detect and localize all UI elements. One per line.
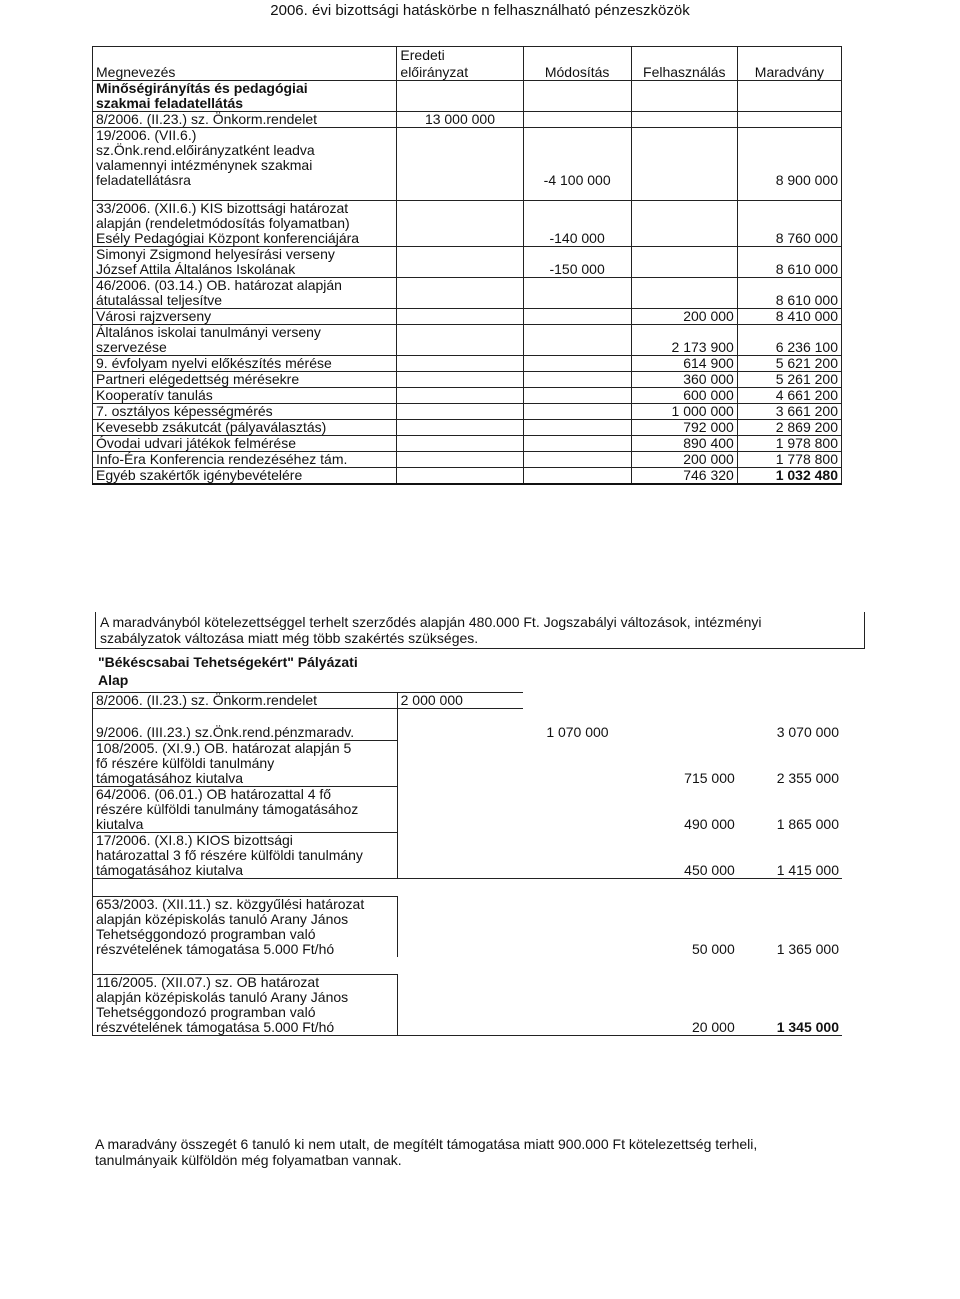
usage-value: 614 900 bbox=[631, 355, 737, 371]
remainder-value: 1 778 800 bbox=[737, 451, 841, 467]
remainder-value: 1 415 000 bbox=[738, 832, 842, 878]
header-modification: Módosítás bbox=[523, 63, 631, 81]
row-label: Simonyi Zsigmond helyesírási verseny József Attila Általános Iskolának bbox=[93, 246, 397, 277]
row-label: 33/2006. (XII.6.) KIS bizottsági határozat alapján (rendeletmódosítás folyamatban) Esély Pedagógiai Központ konferenciájára bbox=[93, 200, 397, 246]
row-label: Info-Éra Konferencia rendezéséhez tám. bbox=[93, 451, 397, 467]
remainder-value: 3 070 000 bbox=[776, 724, 839, 740]
header-usage: Felhasználás bbox=[631, 63, 737, 81]
row-label: 46/2006. (03.14.) OB. határozat alapján átutalással teljesítve bbox=[93, 277, 397, 308]
row-label: 7. osztályos képességmérés bbox=[93, 403, 397, 419]
usage-value: 50 000 bbox=[691, 940, 735, 957]
budget-table-2 bbox=[92, 692, 842, 1036]
remainder-value: 8 610 000 bbox=[737, 277, 841, 308]
remainder-total: 1 032 480 bbox=[737, 467, 841, 484]
row-label: Kooperatív tanulás bbox=[93, 387, 397, 403]
row-label: 19/2006. (VII.6.) sz.Önk.rend.előirányzatként leadva valamennyi intézménynek szakmai feladatellátásra bbox=[93, 128, 397, 189]
section-title: Minőségirányítás és pedagógiai szakmai feladatellátás bbox=[93, 81, 397, 112]
row-label: 653/2003. (XII.11.) sz. közgyűlési határozat alapján középiskolás tanuló Arany János Tehetséggondozó programban való részvételének támogatása 5.000 Ft/hó bbox=[93, 896, 398, 957]
header-original-bottom: előirányzat bbox=[397, 63, 523, 81]
row-label: Városi rajzverseny bbox=[93, 308, 397, 324]
usage-value: 600 000 bbox=[631, 387, 737, 403]
usage-value: 890 400 bbox=[631, 435, 737, 451]
row-label: 64/2006. (06.01.) OB határozattal 4 fő részére külföldi tanulmány támogatásához kiutalva bbox=[93, 786, 398, 832]
usage-value: 792 000 bbox=[631, 419, 737, 435]
row-label: Óvodai udvari játékok felmérése bbox=[93, 435, 397, 451]
remainder-value: 8 610 000 bbox=[737, 246, 841, 277]
row-label: Partneri elégedettség mérésekre bbox=[93, 371, 397, 387]
section1-note: A maradványból kötelezettséggel terhelt szerződés alapján 480.000 Ft. Jogszabályi változások, intézményi szabályzatok változása miatt még több szakértés szükséges. bbox=[95, 612, 865, 649]
header-remainder: Maradvány bbox=[737, 63, 841, 81]
modification-value: -140 000 bbox=[523, 200, 631, 246]
usage-value: 360 000 bbox=[631, 371, 737, 387]
row-label: Egyéb szakértők igénybevételére bbox=[93, 467, 397, 484]
row-label: 17/2006. (XI.8.) KIOS bizottsági határozattal 3 fő részére külföldi tanulmány támogatásához kiutalva bbox=[93, 832, 398, 878]
remainder-value: 3 661 200 bbox=[737, 403, 841, 419]
row-label: Kevesebb zsákutcát (pályaválasztás) bbox=[93, 419, 397, 435]
row-label: 9/2006. (III.23.) sz.Önk.rend.pénzmaradv. bbox=[93, 725, 398, 741]
header-original-top: Eredeti bbox=[397, 47, 523, 63]
modification-value: 1 070 000 bbox=[546, 724, 609, 740]
usage-value: 450 000 bbox=[632, 832, 738, 878]
remainder-total: 1 345 000 bbox=[738, 975, 842, 1036]
usage-value: 490 000 bbox=[684, 816, 735, 832]
row-label: 116/2005. (XII.07.) sz. OB határozat alapján középiskolás tanuló Arany János Tehetséggondozó programban való részvételének támogatása 5.000 Ft/hó bbox=[93, 975, 398, 1036]
remainder-value: 1 978 800 bbox=[737, 435, 841, 451]
remainder-value: 8 760 000 bbox=[737, 200, 841, 246]
usage-value: 20 000 bbox=[632, 975, 738, 1036]
row-label: 108/2005. (XI.9.) OB. határozat alapján 5 fő részére külföldi tanulmány támogatásához kiutalva bbox=[93, 740, 398, 786]
remainder-value: 1 365 000 bbox=[776, 940, 839, 957]
remainder-value: 1 865 000 bbox=[776, 816, 839, 832]
row-label: 9. évfolyam nyelvi előkészítés mérése bbox=[93, 355, 397, 371]
row-label: Általános iskolai tanulmányi verseny szervezése bbox=[93, 324, 397, 355]
remainder-value: 8 900 000 bbox=[737, 128, 841, 189]
page-title: 2006. évi bizottsági hatáskörbe n felhasználható pénzeszközök bbox=[270, 2, 690, 19]
remainder-value: 8 410 000 bbox=[737, 308, 841, 324]
remainder-value: 5 261 200 bbox=[737, 371, 841, 387]
remainder-value: 5 621 200 bbox=[737, 355, 841, 371]
usage-value: 746 320 bbox=[631, 467, 737, 484]
usage-value: 200 000 bbox=[631, 451, 737, 467]
remainder-value: 2 355 000 bbox=[776, 770, 839, 786]
row-label: 8/2006. (II.23.) sz. Önkorm.rendelet bbox=[93, 112, 397, 128]
section2-footer: A maradvány összegét 6 tanuló ki nem utalt, de megítélt támogatása miatt 900.000 Ft kötelezettség terheli, tanulmányaik külföldön még folyamatban vannak. bbox=[95, 1136, 758, 1168]
original-value: 2 000 000 bbox=[397, 693, 523, 709]
row-label: 8/2006. (II.23.) sz. Önkorm.rendelet bbox=[93, 693, 398, 709]
section2-subtitle: Alap bbox=[98, 672, 129, 688]
usage-value: 715 000 bbox=[684, 770, 735, 786]
original-value: 13 000 000 bbox=[397, 112, 523, 128]
usage-value: 1 000 000 bbox=[631, 403, 737, 419]
modification-value: -150 000 bbox=[523, 246, 631, 277]
remainder-value: 6 236 100 bbox=[737, 324, 841, 355]
budget-table-1 bbox=[92, 46, 842, 485]
usage-value: 2 173 900 bbox=[631, 324, 737, 355]
remainder-value: 4 661 200 bbox=[737, 387, 841, 403]
section2-title: "Békéscsabai Tehetségekért" Pályázati bbox=[98, 654, 358, 670]
remainder-value: 2 869 200 bbox=[737, 419, 841, 435]
usage-value: 200 000 bbox=[631, 308, 737, 324]
header-name: Megnevezés bbox=[93, 63, 397, 81]
modification-value: -4 100 000 bbox=[523, 128, 631, 189]
